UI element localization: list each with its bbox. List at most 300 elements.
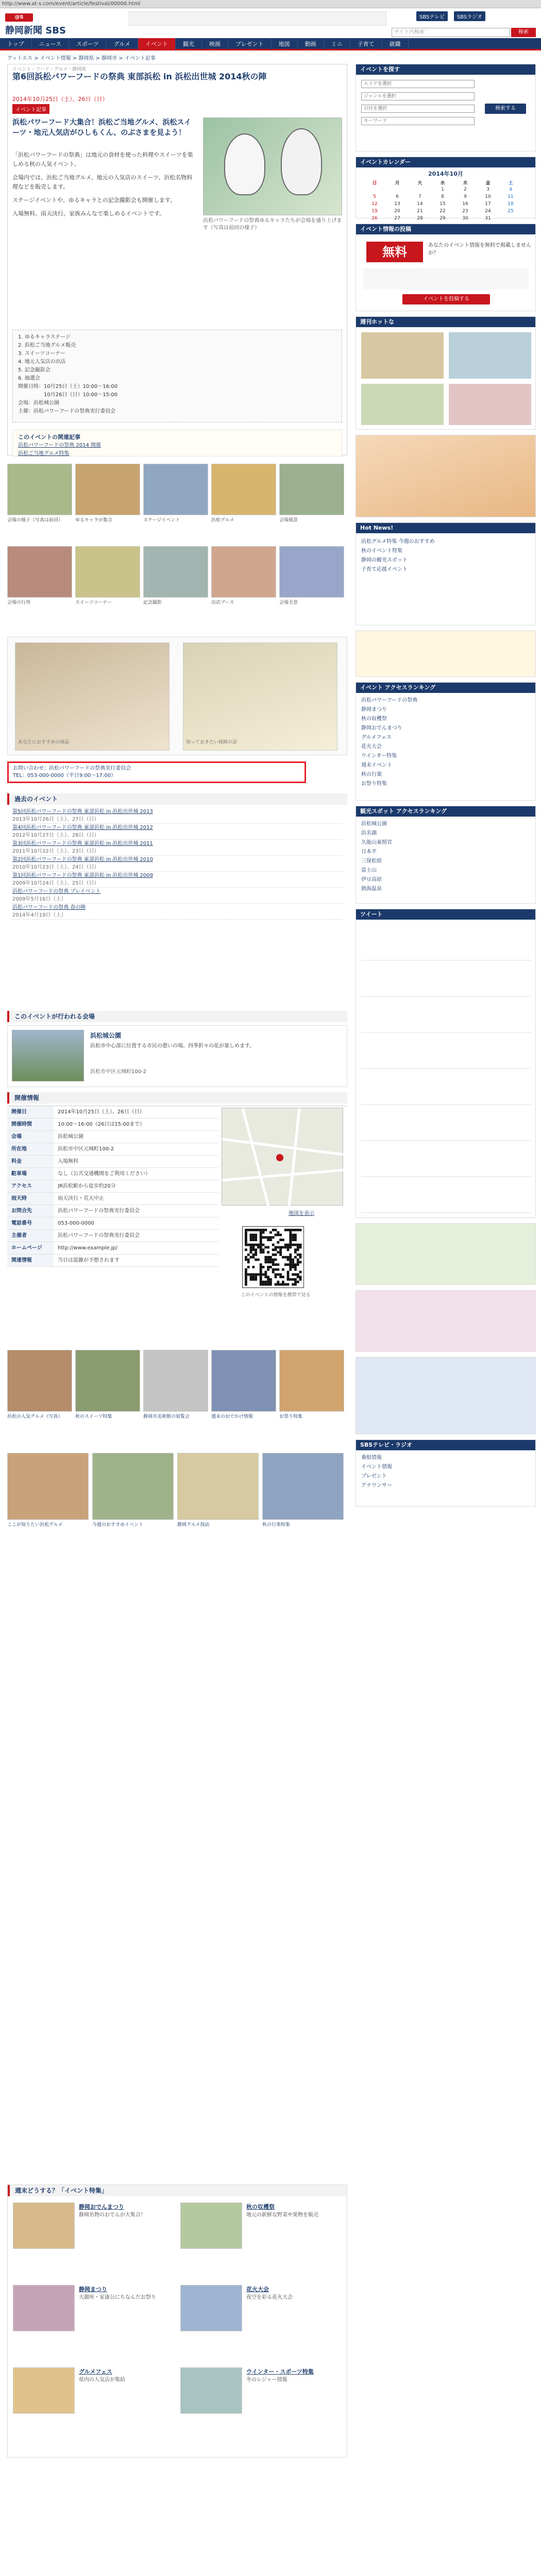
recommend-title[interactable]: 花火大会 bbox=[246, 2286, 269, 2293]
sbs-item[interactable]: プレゼント bbox=[361, 1473, 387, 1479]
calendar-weekday: 金 bbox=[485, 180, 491, 186]
info-value: 浜松市中区元城町100-2 bbox=[58, 1146, 114, 1152]
hot-news-item[interactable]: 秋のイベント特集 bbox=[361, 548, 402, 554]
picture-tile[interactable] bbox=[211, 1350, 276, 1412]
picture-tile[interactable] bbox=[7, 1453, 89, 1520]
sidebar-ad[interactable] bbox=[356, 1290, 536, 1352]
info-label: 開催日 bbox=[7, 1106, 54, 1118]
recommend-image[interactable] bbox=[180, 2285, 242, 2331]
calendar-day[interactable]: 29 bbox=[439, 216, 446, 221]
info-row bbox=[7, 1118, 218, 1131]
calendar-day[interactable]: 10 bbox=[485, 194, 491, 199]
info-label: お問合先 bbox=[7, 1205, 54, 1217]
article-lead: 浜松パワーフード大集合！浜松ご当地グルメ、浜松スイーツ・地元人気店がひしもくん、のぶさまを見よう！ bbox=[12, 118, 191, 137]
photo-gallery bbox=[7, 464, 347, 634]
ranking-item[interactable]: 花火大会 bbox=[361, 744, 382, 750]
info-row bbox=[7, 1131, 218, 1143]
travel-ranking-item[interactable]: 浜名湖 bbox=[361, 831, 377, 836]
picture-tile[interactable] bbox=[7, 1350, 72, 1412]
past-event-date: 2012年10月27日（土）、28日（日） bbox=[12, 833, 99, 838]
mascot-figure bbox=[281, 128, 322, 195]
ranking-item[interactable]: グルメフェス bbox=[361, 735, 392, 740]
logo-name: 静岡新聞 SBS bbox=[5, 25, 66, 36]
calendar-day[interactable]: 11 bbox=[508, 194, 514, 199]
gallery-caption: スイーツコーナー bbox=[75, 600, 112, 605]
travel-ranking bbox=[356, 806, 536, 904]
recommend-desc: 県内の人気店が集結 bbox=[79, 2377, 125, 2383]
area-select[interactable]: エリアを選択 bbox=[361, 80, 475, 88]
past-event-title[interactable]: 浜松パワーフードの祭典 春の陣 bbox=[12, 905, 86, 910]
calendar-weekday: 水 bbox=[440, 180, 445, 186]
ranking-item[interactable]: お祭り特集 bbox=[361, 781, 387, 787]
date-select[interactable]: 日付を選択 bbox=[361, 105, 475, 113]
venue-desc: 浜松市中心部に位置する市民の憩いの場。四季折々の花が楽しめます。 bbox=[90, 1043, 255, 1049]
picture-caption[interactable]: 浜松の人気グルメ（写真） bbox=[7, 1414, 63, 1419]
gallery-photo[interactable] bbox=[143, 464, 208, 515]
hot-news bbox=[356, 522, 536, 625]
program-line: 6. 抽選会 bbox=[18, 376, 40, 381]
info-value: 入場無料 bbox=[58, 1159, 78, 1164]
gallery-caption: 記念撮影 bbox=[143, 600, 162, 605]
calendar-day[interactable]: 31 bbox=[485, 216, 491, 221]
info-value: 浜松城公園 bbox=[58, 1134, 83, 1140]
mascot-figure bbox=[224, 133, 265, 195]
calendar-day[interactable]: 15 bbox=[439, 201, 446, 207]
related-heading: このイベントの関連記事 bbox=[18, 434, 80, 440]
ranking-item[interactable]: 静岡まつり bbox=[361, 707, 387, 713]
program-box bbox=[12, 330, 342, 422]
info-row bbox=[7, 1180, 218, 1193]
recommend-image[interactable] bbox=[180, 2202, 242, 2249]
past-event-date: 2011年10月22日（土）、23日（日） bbox=[12, 849, 99, 854]
travel-ranking-item[interactable]: 日本平 bbox=[361, 849, 377, 855]
hot-news-item[interactable]: 子育て応援イベント bbox=[361, 567, 408, 572]
hot-news-list bbox=[361, 537, 531, 574]
picture-tile[interactable] bbox=[75, 1350, 140, 1412]
recommend-box bbox=[7, 2184, 347, 2458]
pickup-image[interactable] bbox=[361, 332, 444, 379]
map-link[interactable]: 地図を表示 bbox=[289, 1211, 314, 1216]
past-event-title[interactable]: 第1回浜松パワーフードの祭典 東部浜松 in 浜松出世城 2009 bbox=[12, 873, 153, 878]
travel-ranking-heading: 観光スポット アクセスランキング bbox=[356, 806, 535, 817]
info-value: なし（公共交通機関をご利用ください） bbox=[58, 1171, 150, 1177]
ranking-item[interactable]: 週末イベント bbox=[361, 762, 392, 768]
recommend-desc: 静岡名物のおでんが大集合！ bbox=[79, 2212, 146, 2218]
picture-caption[interactable]: 静岡グルメ探訪 bbox=[177, 1522, 210, 1528]
gallery-caption: 会場全景 bbox=[279, 600, 298, 605]
past-event-title[interactable]: 第2回浜松パワーフードの祭典 東部浜松 in 浜松出世城 2010 bbox=[12, 857, 153, 862]
past-event-date: 2009年5月16日（土） bbox=[12, 896, 66, 902]
calendar-week bbox=[363, 208, 522, 215]
ranking-item[interactable]: ウインター特集 bbox=[361, 753, 397, 759]
past-event-item[interactable] bbox=[12, 872, 342, 888]
calendar-weekday: 土 bbox=[508, 180, 513, 186]
pickup-image[interactable] bbox=[449, 384, 531, 425]
past-event-date: 2013年10月26日（土）、27日（日） bbox=[12, 817, 99, 822]
info-row bbox=[7, 1217, 218, 1230]
calendar-day[interactable]: 18 bbox=[508, 201, 514, 207]
picture-caption[interactable]: 今週のおすすめイベント bbox=[92, 1522, 144, 1528]
recommend-image[interactable] bbox=[13, 2202, 75, 2249]
calendar-day[interactable]: 9 bbox=[464, 194, 467, 199]
article-date: 2014年10月25日（土）、26日（日） bbox=[12, 96, 108, 103]
calendar-day[interactable]: 5 bbox=[373, 194, 376, 199]
picture-caption[interactable]: 秋の行楽特集 bbox=[262, 1522, 291, 1528]
travel-ranking-item[interactable]: 伊豆高原 bbox=[361, 877, 382, 883]
header-banner[interactable] bbox=[129, 11, 386, 26]
picture-tile[interactable] bbox=[143, 1350, 208, 1412]
gallery-photo[interactable] bbox=[7, 546, 72, 598]
calendar-day[interactable]: 12 bbox=[371, 201, 378, 207]
past-event-item[interactable] bbox=[12, 824, 342, 840]
venue-photo[interactable] bbox=[12, 1030, 84, 1081]
pickup-box bbox=[356, 316, 536, 430]
venue-address: 浜松市中区元城町100-2 bbox=[90, 1069, 147, 1075]
event-map[interactable] bbox=[222, 1108, 343, 1206]
site-search-input[interactable]: サイト内検索 bbox=[392, 28, 510, 37]
info-row bbox=[7, 1205, 218, 1217]
site-header bbox=[0, 8, 541, 38]
calendar-day[interactable]: 3 bbox=[486, 187, 489, 192]
past-event-date: 2014年4月19日（土） bbox=[12, 912, 66, 918]
calendar-weekday: 月 bbox=[395, 180, 400, 186]
gallery-caption: 会場の様子（写真は前回） bbox=[7, 518, 63, 523]
calendar-header-row bbox=[363, 179, 522, 186]
sidebar-ad[interactable] bbox=[356, 631, 536, 677]
info-row bbox=[7, 1143, 218, 1156]
contact-highlight bbox=[7, 761, 306, 783]
program-line: 3. スイーツコーナー bbox=[18, 351, 65, 357]
sbs-item[interactable]: アナウンサー bbox=[361, 1483, 392, 1488]
past-events-list bbox=[12, 808, 342, 920]
recommend-title[interactable]: 静岡おでんまつり bbox=[79, 2204, 124, 2210]
info-value: 2014年10月25日（土）、26日（日） bbox=[58, 1109, 145, 1115]
nav-item-10[interactable]: ミニ bbox=[324, 38, 350, 50]
calendar-day[interactable]: 28 bbox=[417, 216, 423, 221]
travel-ranking-item[interactable]: 熱海温泉 bbox=[361, 886, 382, 892]
calendar-day[interactable]: 24 bbox=[485, 209, 491, 214]
body-paragraph: 「浜松パワーフードの祭典」は地元の食材を使った料理やスイーツを楽しめる秋の人気イベント。 bbox=[12, 151, 193, 167]
program-line: 4. 地元人気店の出店 bbox=[18, 359, 66, 365]
nav-item-8[interactable]: 地図 bbox=[272, 38, 298, 50]
site-search-button[interactable]: 検索 bbox=[511, 28, 536, 37]
gallery-caption: 浜松グルメ bbox=[211, 518, 234, 523]
past-event-item[interactable] bbox=[12, 888, 342, 904]
calendar-day[interactable]: 6 bbox=[396, 194, 399, 199]
sbs-tv-link[interactable]: SBSテレビ bbox=[416, 11, 448, 21]
calendar-day[interactable]: 7 bbox=[418, 194, 421, 199]
picture-caption[interactable]: ここが知りたい浜松グルメ bbox=[7, 1522, 63, 1528]
program-line: 開催日時：10月25日（土）10:00〜16:00 bbox=[18, 384, 118, 389]
calendar-week bbox=[363, 186, 522, 193]
calendar-day[interactable]: 26 bbox=[371, 216, 378, 221]
picture-caption[interactable]: 静岡市美術館の展覧会 bbox=[143, 1414, 190, 1419]
recommend-desc: 冬のレジャー情報 bbox=[246, 2377, 288, 2383]
gallery-photo[interactable] bbox=[279, 546, 344, 598]
calendar-day[interactable]: 14 bbox=[417, 201, 423, 207]
hot-news-item[interactable]: 静岡の観光スポット bbox=[361, 557, 408, 563]
past-event-date: 2009年10月24日（土）、25日（日） bbox=[12, 880, 99, 886]
gallery-caption: ゆるキャラが集合 bbox=[75, 518, 113, 523]
calendar-day[interactable]: 8 bbox=[441, 194, 444, 199]
recommend-title[interactable]: 秋の収穫祭 bbox=[246, 2204, 275, 2210]
pickup-heading: 週刊ホットな bbox=[356, 317, 535, 327]
recommend-desc: 地元の新鮮な野菜や果物を販売 bbox=[246, 2212, 318, 2218]
access-ranking bbox=[356, 682, 536, 801]
calendar-day[interactable]: 20 bbox=[394, 209, 400, 214]
ranking-item[interactable]: 秋の収穫祭 bbox=[361, 716, 387, 722]
past-event-item[interactable] bbox=[12, 840, 342, 856]
info-label: 料金 bbox=[7, 1156, 54, 1167]
article-kicker: イベント・フード・グルメ・静岡県 bbox=[12, 67, 87, 72]
info-label: 雨天時 bbox=[7, 1193, 54, 1205]
calendar-day bbox=[386, 186, 409, 193]
sidebar-ad[interactable] bbox=[356, 1357, 536, 1434]
info-value: http://www.example.jp/ bbox=[58, 1245, 118, 1251]
ad-block bbox=[7, 637, 347, 755]
keyword-input[interactable]: キーワード bbox=[361, 117, 475, 125]
article-hero-image[interactable] bbox=[203, 117, 342, 215]
calendar-day[interactable]: 21 bbox=[417, 209, 423, 214]
ranking-heading: イベント アクセスランキング bbox=[356, 683, 535, 693]
sbs-radio-link[interactable]: SBSラジオ bbox=[454, 11, 485, 21]
info-row bbox=[7, 1230, 218, 1242]
ranking-item[interactable]: 秋の行楽 bbox=[361, 772, 382, 777]
venue-box bbox=[7, 1025, 347, 1087]
calendar-week bbox=[363, 200, 522, 208]
sidebar-ad[interactable] bbox=[356, 435, 536, 517]
past-event-title[interactable]: 浜松パワーフードの祭典 プレイベント bbox=[12, 889, 101, 894]
info-label: 関連情報 bbox=[7, 1255, 54, 1266]
calendar-month: 2014年10月 bbox=[428, 171, 463, 177]
nav-item-5[interactable]: 観光 bbox=[176, 38, 202, 50]
ranking-list bbox=[361, 696, 531, 789]
ad-caption[interactable]: あなたにおすすめの商品 bbox=[18, 740, 70, 745]
sbs-list bbox=[361, 1453, 531, 1490]
info-label: ホームページ bbox=[7, 1242, 54, 1254]
nav-item-2[interactable]: スポーツ bbox=[69, 38, 107, 50]
gallery-photo[interactable] bbox=[75, 546, 140, 598]
info-row bbox=[7, 1193, 218, 1205]
body-paragraph: ステージイベントや、ゆるキャラとの記念撮影会も開催します。 bbox=[12, 197, 176, 204]
qr-caption: このイベントの情報を携帯で見る bbox=[241, 1293, 311, 1298]
calendar-day bbox=[363, 186, 386, 193]
hot-news-item[interactable]: 浜松グルメ特集 今週のおすすめ bbox=[361, 539, 435, 545]
calendar-day[interactable]: 2 bbox=[464, 187, 467, 192]
calendar-day[interactable]: 25 bbox=[508, 209, 514, 214]
calendar-day[interactable]: 22 bbox=[439, 209, 446, 214]
picture-caption[interactable]: 秋のスイーツ特集 bbox=[75, 1414, 112, 1419]
article-tag[interactable]: イベント記事 bbox=[12, 104, 49, 114]
recommend-title[interactable]: 静岡まつり bbox=[79, 2286, 107, 2293]
qr-code bbox=[242, 1226, 304, 1288]
picture-caption[interactable]: 週末のおでかけ情報 bbox=[211, 1414, 253, 1419]
sidebar-ad[interactable] bbox=[356, 1223, 536, 1285]
gallery-caption: 出店ブース bbox=[211, 600, 234, 605]
recommend-image[interactable] bbox=[13, 2367, 75, 2414]
info-value: 浜松パワーフードの祭典実行委員会 bbox=[58, 1233, 140, 1239]
calendar-day[interactable]: 1 bbox=[441, 187, 444, 192]
recommend-heading: 週末どうする？「イベント特集」 bbox=[8, 2185, 347, 2196]
qr-pattern bbox=[243, 1227, 303, 1287]
genre-select[interactable]: ジャンルを選択 bbox=[361, 92, 475, 100]
breadcrumb[interactable]: アットエス > イベント情報 > 静岡県 > 静岡市 > イベント記事 bbox=[7, 56, 156, 61]
global-nav bbox=[0, 38, 541, 50]
gallery-caption: 会場の行列 bbox=[7, 600, 31, 605]
hero-caption: 浜松パワーフードの祭典ゆるキャラたちが会場を盛り上げます（写真は前回の様子） bbox=[203, 218, 342, 231]
calendar-day[interactable]: 19 bbox=[371, 209, 378, 214]
event-post-box bbox=[356, 224, 536, 311]
pickup-image[interactable] bbox=[449, 332, 531, 379]
calendar-day[interactable]: 16 bbox=[462, 201, 468, 207]
travel-ranking-item[interactable]: 三保松原 bbox=[361, 858, 382, 864]
program-line: 5. 記念撮影会 bbox=[18, 367, 50, 373]
site-logo[interactable] bbox=[5, 13, 93, 35]
article-body bbox=[12, 150, 198, 218]
info-label: 所在地 bbox=[7, 1143, 54, 1155]
logo-badge: @S bbox=[5, 13, 33, 22]
calendar-weekday: 日 bbox=[372, 180, 377, 186]
ranking-item[interactable]: 静岡おでんまつり bbox=[361, 725, 402, 731]
venue-heading: このイベントが行われる会場 bbox=[7, 1011, 347, 1022]
address-bar[interactable]: http://www.at-s.com/event/article/festival/00000.html bbox=[0, 0, 541, 8]
picture-tile[interactable] bbox=[262, 1453, 344, 1520]
gallery-photo[interactable] bbox=[7, 464, 72, 515]
post-button[interactable]: イベントを投稿する bbox=[402, 294, 490, 304]
info-row bbox=[7, 1156, 218, 1168]
sidebar-search bbox=[356, 64, 536, 151]
calendar-day[interactable]: 13 bbox=[394, 201, 400, 207]
info-value: JR浜松駅から徒歩約20分 bbox=[58, 1183, 116, 1189]
calendar-day bbox=[409, 186, 431, 193]
info-row bbox=[7, 1106, 218, 1118]
body-paragraph: 会場内では、浜松ご当地グルメ、地元の人気店のスイーツ、浜松名物料理などを販売します。 bbox=[12, 174, 193, 190]
picture-tile[interactable] bbox=[279, 1350, 344, 1412]
ad-image[interactable] bbox=[183, 642, 337, 751]
post-text: あなたのイベント情報を無料で掲載しませんか？ bbox=[428, 243, 531, 256]
past-event-item[interactable] bbox=[12, 904, 342, 920]
past-event-item[interactable] bbox=[12, 808, 342, 824]
calendar-heading: イベントカレンダー bbox=[356, 157, 535, 167]
past-event-title[interactable]: 第5回浜松パワーフードの祭典 東部浜松 in 浜松出世城 2013 bbox=[12, 809, 153, 815]
calendar-day[interactable]: 23 bbox=[462, 209, 468, 214]
past-event-title[interactable]: 第3回浜松パワーフードの祭典 東部浜松 in 浜松出世城 2011 bbox=[12, 841, 153, 846]
related-articles bbox=[12, 430, 342, 456]
calendar-weekday: 木 bbox=[463, 180, 468, 186]
calendar-day[interactable]: 30 bbox=[462, 216, 468, 221]
twitter-heading: ツイート bbox=[356, 909, 535, 920]
info-label: 開催時間 bbox=[7, 1118, 54, 1130]
nav-item-12[interactable]: 就職 bbox=[382, 38, 409, 50]
travel-ranking-item[interactable]: 浜松城公園 bbox=[361, 821, 387, 827]
info-value: 雨天決行・荒天中止 bbox=[58, 1196, 104, 1201]
sidebar-search-button[interactable]: 検索する bbox=[485, 104, 526, 114]
gallery-photo[interactable] bbox=[211, 546, 276, 598]
nav-item-1[interactable]: ニュース bbox=[32, 38, 69, 50]
recommend-image[interactable] bbox=[13, 2285, 75, 2331]
recommend-title[interactable]: グルメフェス bbox=[79, 2368, 112, 2375]
nav-item-0[interactable]: トップ bbox=[0, 38, 32, 50]
sbs-item[interactable]: イベント情報 bbox=[361, 1464, 392, 1470]
related-link[interactable]: 浜松パワーフードの祭典 2014 開催 bbox=[18, 443, 102, 448]
info-label: 主催者 bbox=[7, 1230, 54, 1242]
event-calendar bbox=[356, 157, 536, 221]
gallery-photo[interactable] bbox=[75, 464, 140, 515]
gallery-caption: ステージイベント bbox=[143, 518, 180, 523]
info-value: 当日は混雑が予想されます bbox=[58, 1258, 120, 1263]
nav-item-7[interactable]: プレゼント bbox=[228, 38, 272, 50]
travel-ranking-list bbox=[361, 820, 531, 894]
calendar-day bbox=[499, 215, 522, 222]
nav-item-11[interactable]: 子育て bbox=[350, 38, 382, 50]
calendar-day[interactable]: 27 bbox=[394, 216, 400, 221]
program-line: 2. 浜松ご当地グルメ販売 bbox=[18, 343, 76, 348]
info-row bbox=[7, 1242, 218, 1255]
post-badge: 無料 bbox=[366, 242, 423, 262]
nav-item-9[interactable]: 動画 bbox=[298, 38, 324, 50]
sidebar-search-heading: イベントを探す bbox=[356, 64, 535, 75]
info-row bbox=[7, 1255, 218, 1267]
calendar-day[interactable]: 4 bbox=[509, 187, 512, 192]
past-event-date: 2010年10月23日（土）、24日（日） bbox=[12, 865, 99, 870]
info-heading: 開催情報 bbox=[7, 1092, 347, 1104]
gallery-photo[interactable] bbox=[211, 464, 276, 515]
body-paragraph: 入場無料。雨天決行。家族みんなで楽しめるイベントです。 bbox=[12, 210, 165, 217]
travel-ranking-item[interactable]: 富士山 bbox=[361, 868, 377, 873]
contact-line: TEL：053-000-0000（平日9:00〜17:00） bbox=[13, 773, 116, 778]
calendar-day[interactable]: 17 bbox=[485, 201, 491, 207]
ranking-item[interactable]: 浜松パワーフードの祭典 bbox=[361, 698, 418, 703]
recommend-image[interactable] bbox=[180, 2367, 242, 2414]
post-description bbox=[363, 268, 528, 289]
past-event-title[interactable]: 第4回浜松パワーフードの祭典 東部浜松 in 浜松出世城 2012 bbox=[12, 825, 153, 831]
nav-item-3[interactable]: グルメ bbox=[107, 38, 138, 50]
gallery-photo[interactable] bbox=[279, 464, 344, 515]
recommend-title[interactable]: ウインター・スポーツ特集 bbox=[246, 2368, 314, 2375]
program-line: 会場：浜松城公園 bbox=[18, 400, 59, 406]
picture-tile[interactable] bbox=[177, 1453, 259, 1520]
calendar-grid bbox=[363, 179, 522, 222]
recommend-desc: 大御所・家康公にちなんだお祭り bbox=[79, 2295, 156, 2300]
contact-line: お問い合わせ：浜松パワーフードの祭典実行委員会 bbox=[13, 766, 131, 771]
sbs-item[interactable]: 番組情報 bbox=[361, 1455, 382, 1461]
travel-ranking-item[interactable]: 久能山東照宮 bbox=[361, 840, 392, 845]
venue-name[interactable]: 浜松城公園 bbox=[90, 1032, 122, 1039]
info-row bbox=[7, 1168, 218, 1180]
picture-caption[interactable]: お祭り特集 bbox=[279, 1414, 303, 1419]
calendar-week bbox=[363, 193, 522, 200]
info-label: 駐車場 bbox=[7, 1168, 54, 1180]
gallery-caption: 会場風景 bbox=[279, 518, 298, 523]
sbs-heading: SBSテレビ・ラジオ bbox=[356, 1440, 535, 1450]
nav-item-6[interactable]: 映画 bbox=[202, 38, 228, 50]
twitter-feed[interactable] bbox=[361, 925, 531, 1213]
sbs-box bbox=[356, 1439, 536, 1506]
info-label: 会場 bbox=[7, 1131, 54, 1143]
calendar-week bbox=[363, 215, 522, 222]
twitter-widget bbox=[356, 909, 536, 1218]
nav-item-4[interactable]: イベント bbox=[138, 38, 176, 50]
info-label: アクセス bbox=[7, 1180, 54, 1192]
ad-image[interactable] bbox=[15, 642, 170, 751]
pickup-image[interactable] bbox=[361, 384, 444, 425]
past-event-item[interactable] bbox=[12, 856, 342, 872]
ad-caption[interactable]: 知っておきたい保険の話 bbox=[186, 740, 238, 745]
gallery-photo[interactable] bbox=[143, 546, 208, 598]
picture-tile[interactable] bbox=[92, 1453, 174, 1520]
related-link[interactable]: 浜松ご当地グルメ特集 bbox=[18, 451, 70, 456]
info-value: 10:00〜16:00（26日は15:00まで） bbox=[58, 1122, 145, 1127]
